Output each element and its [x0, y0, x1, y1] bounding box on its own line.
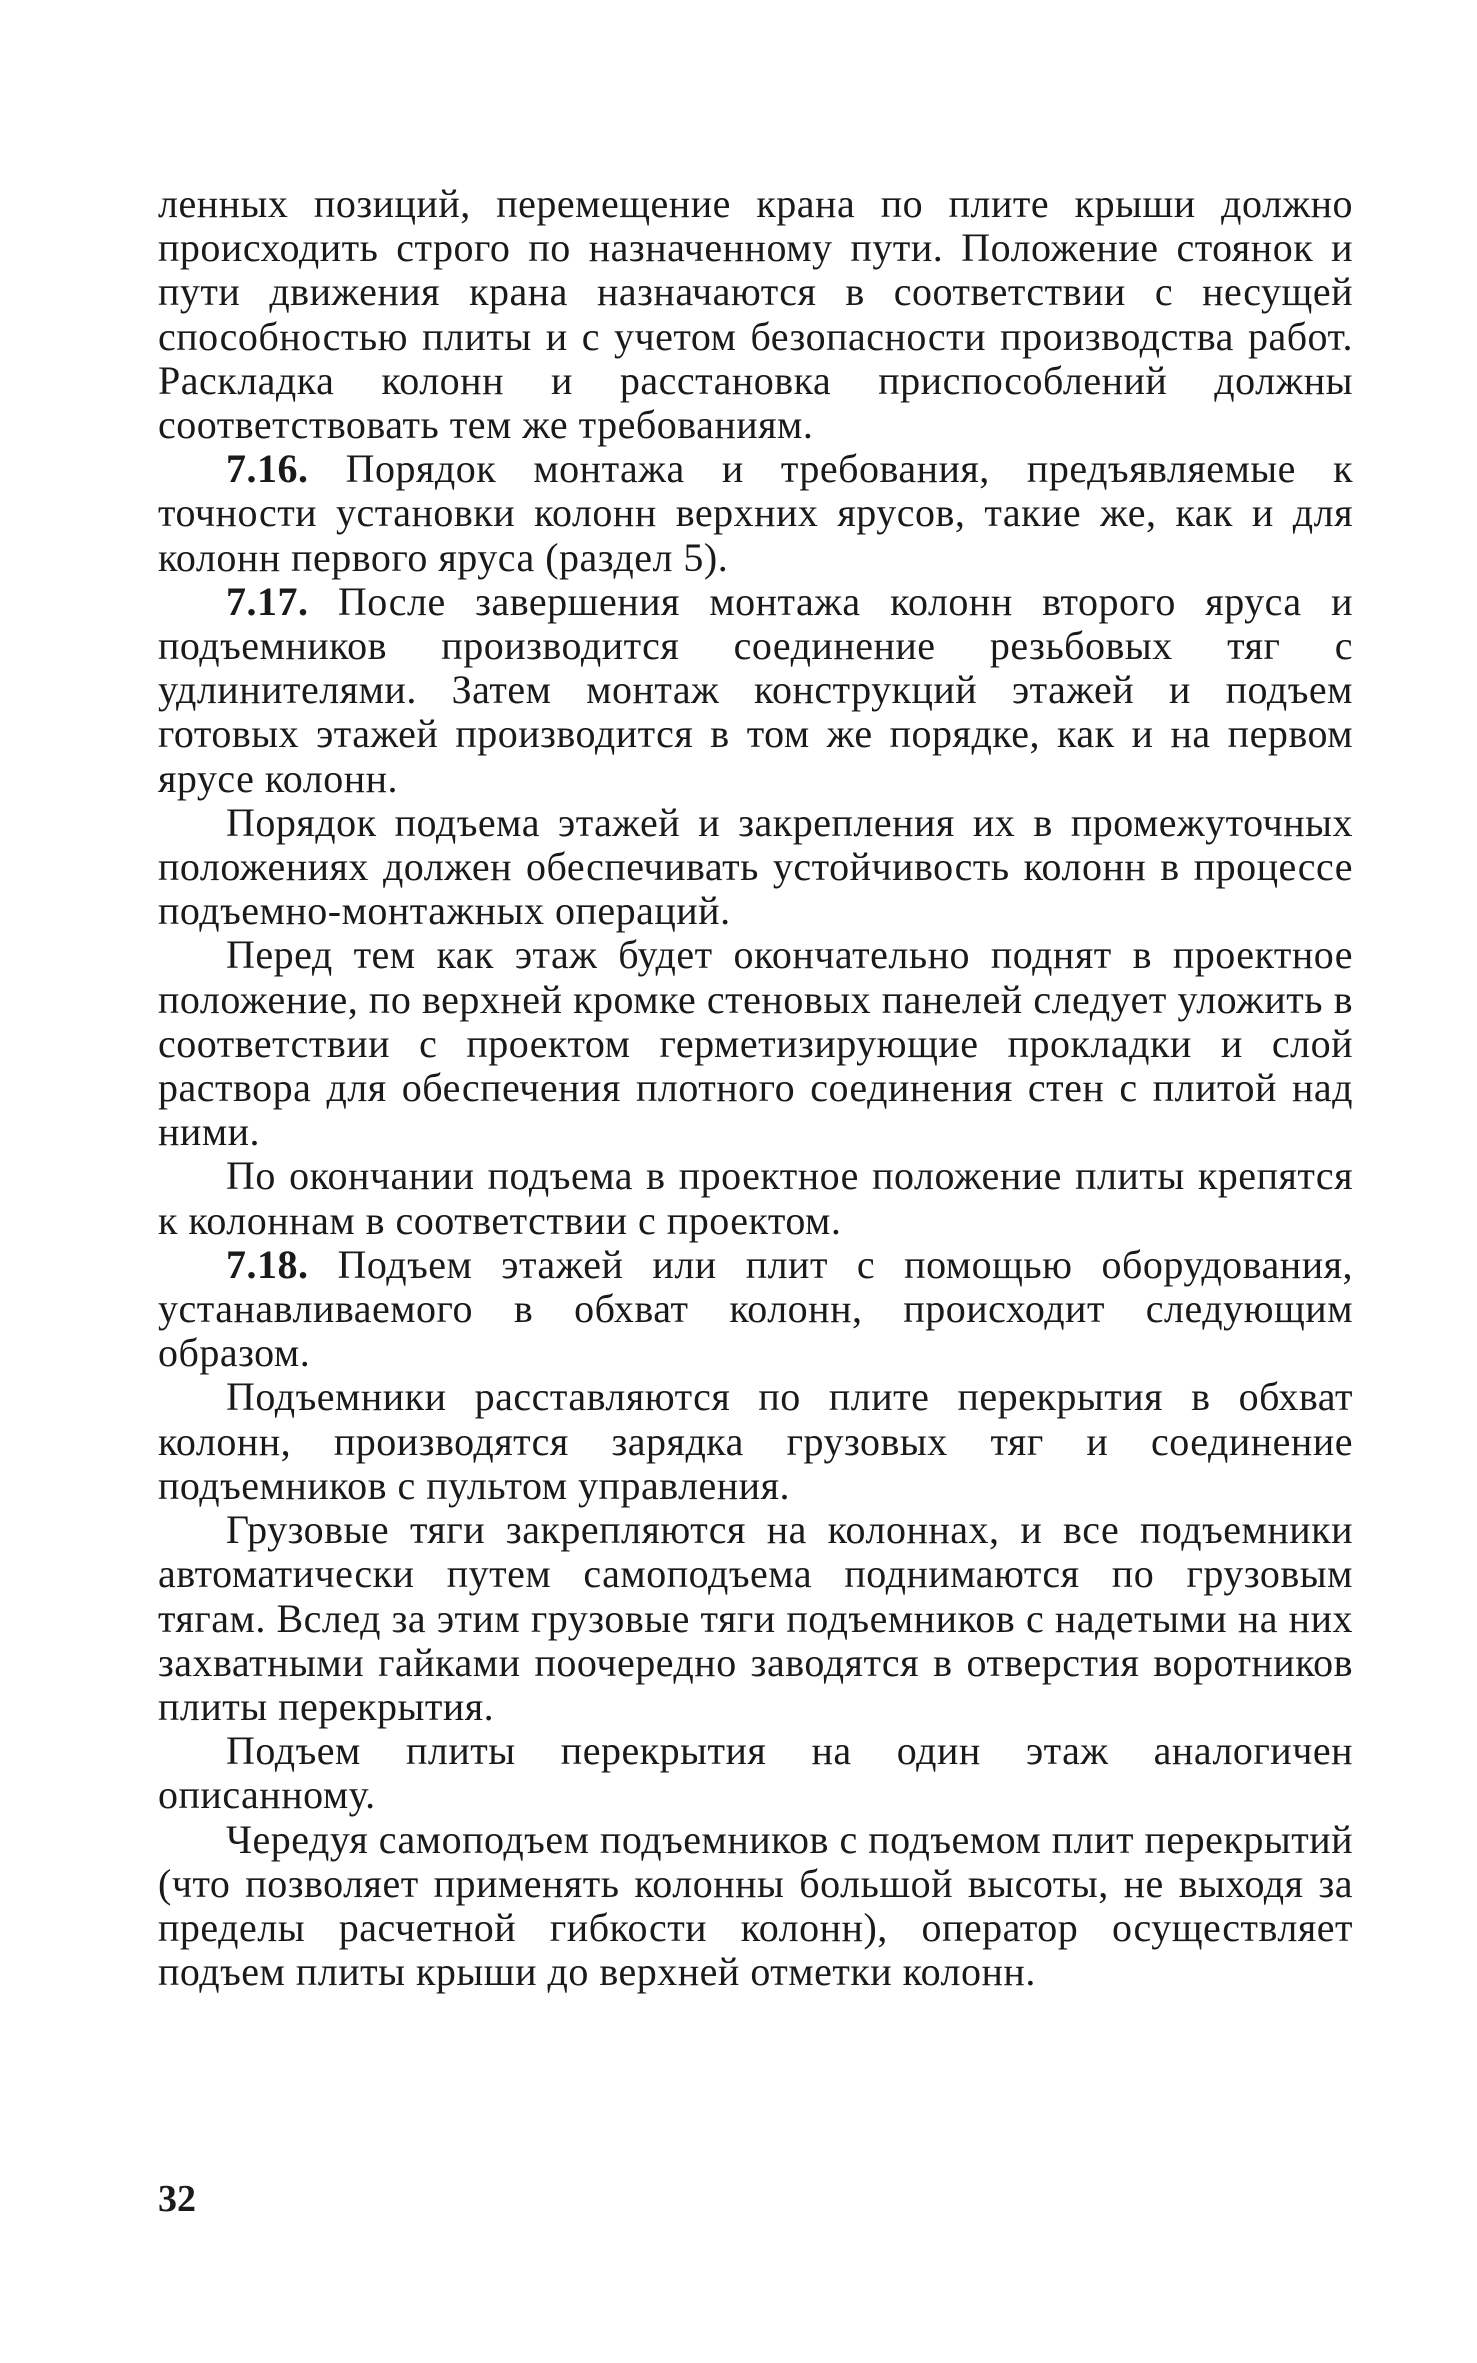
paragraph-text: Перед тем как этаж будет окончательно поднят в проектное положение, по верхней кромке стеновых панелей следует уложить в соответствии с проектом герметизирующие прокладки и слой раствора для обеспечения плотного соединения стен с плитой над ними.: [158, 932, 1353, 1155]
paragraph-text: Грузовые тяги закрепляются на колоннах, и все подъемники автоматически путем самоподъема поднимаются по грузовым тягам. Вслед за этим грузовые тяги подъемников с надетыми на них захватными гайками поочередно заводятся в отверстия воротников плиты перекрытия.: [158, 1507, 1353, 1729]
paragraph-text: Порядок подъема этажей и закрепления их в промежуточных положениях должен обеспечивать устойчивость колонн в процессе подъемно-монтажных операций.: [158, 799, 1353, 934]
paragraph-text: После завершения монтажа колонн второго яруса и подъемников производится соединение резьбовых тяг с удлинителями. Затем монтаж конструкций этажей и подъем готовых этажей производится в том же порядке, как и на первом ярусе колонн.: [158, 578, 1353, 801]
paragraph: [158, 1508, 1353, 1729]
paragraph: [158, 1375, 1353, 1508]
paragraph: [158, 1818, 1353, 1995]
paragraph-text: По окончании подъема в проектное положение плиты крепятся к колоннам в соответствии с проектом.: [158, 1153, 1353, 1243]
paragraph: [158, 801, 1353, 934]
paragraph-text: Порядок монтажа и требования, предъявляемые к точности установки колонн верхних ярусов, такие же, как и для колонн первого яруса (раздел 5).: [158, 446, 1353, 580]
paragraph: [158, 933, 1353, 1154]
section-number: 7.17.: [226, 578, 309, 624]
paragraph: [158, 1154, 1353, 1242]
paragraph-7-16: [158, 447, 1353, 580]
paragraph-text: Подъем этажей или плит с помощью оборудования, устанавливаемого в обхват колонн, происходит следующим образом.: [158, 1241, 1353, 1376]
section-number: 7.18.: [226, 1241, 309, 1287]
page-number: 32: [158, 2178, 196, 2220]
paragraph-text: Чередуя самоподъем подъемников с подъемом плит перекрытий (что позволяет применять колонны большой высоты, не выходя за пределы расчетной гибкости колонн), оператор осуществляет подъем плиты крыши до верхней отметки колонн.: [158, 1816, 1353, 1995]
page-body: [158, 182, 1353, 1994]
paragraph-text: ленных позиций, перемещение крана по плите крыши должно происходить строго по назначенному пути. Положение стоянок и пути движения крана назначаются в соответствии с несущей способностью плиты и с учетом безопасности производства работ. Раскладка колонн и расстановка приспособлений должны соответствовать тем же требованиям.: [158, 181, 1353, 448]
paragraph-text: Подъем плиты перекрытия на один этаж аналогичен описанному.: [158, 1728, 1353, 1818]
paragraph-7-18: [158, 1243, 1353, 1376]
paragraph-continuation: [158, 182, 1353, 447]
section-number: 7.16.: [226, 446, 309, 492]
paragraph-7-17: [158, 580, 1353, 801]
paragraph-text: Подъемники расставляются по плите перекрытия в обхват колонн, производятся зарядка грузовых тяг и соединение подъемников с пультом управления.: [158, 1374, 1353, 1508]
paragraph: [158, 1729, 1353, 1817]
